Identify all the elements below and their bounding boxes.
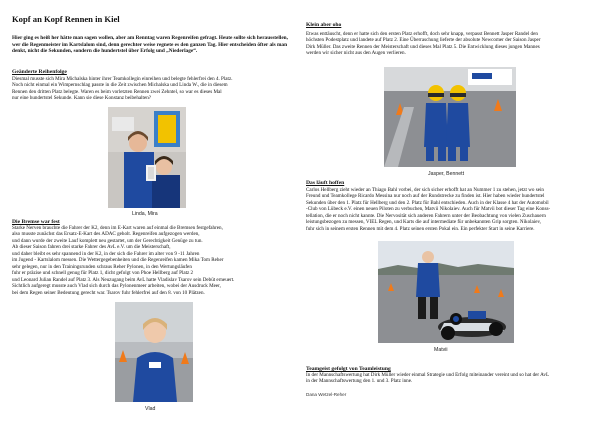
text-line: und dann wurde der zweite Lauf komplett neu gestartet, um der Gerechtigkeit Genüge zu tun. bbox=[12, 237, 203, 244]
photo-linda-mira bbox=[108, 107, 186, 208]
section-paragraph bbox=[306, 187, 550, 232]
text-line: Sekunden über den 1. Platz für Hellberg und den 2. Platz für Bahl entschieden. Auch in der Klasse 4 hat der Automobil bbox=[306, 199, 549, 206]
section-paragraph bbox=[12, 225, 234, 296]
text-line: -Club von Lübeck e.V. einen neuen Piloten zu verbuchen, Matvii Nikolaiev. Auch für Matvii bot dieser Tag eine Konss- bbox=[306, 206, 551, 213]
text-line: fuhr er präzise und schnell genug für Platz 1, dicht gefolgt von Phoe Hellberg auf Platz 2 bbox=[12, 270, 194, 277]
section-heading: Klein aber oho bbox=[306, 22, 342, 28]
section-heading: Das läuft hoffen bbox=[306, 180, 345, 186]
section-heading: Teamgeist gefolgt von Teamleistung bbox=[306, 366, 391, 372]
text-line: Rennen den dritten Platz belegte. Waren es beim vorletzten Rennen zwei Zehntel, so war es dieses Mal bbox=[12, 88, 222, 95]
text-line: tellation, die er noch nicht kannte. Die Nervosität sich anderen Fahrern unter der Beobachtung von vielen Zuschauern bbox=[306, 212, 546, 219]
photo-matvii bbox=[378, 241, 514, 343]
text-line: fuhr sich in seinem ersten Rennen mit dem 4. Platz seinen ersten Pokal ein. Ein perfekter Start in seine Karriere. bbox=[306, 225, 535, 232]
text-line: werden wir sicher nicht aus den Augen verlieren. bbox=[306, 50, 406, 57]
photo-caption: Vlad bbox=[145, 406, 156, 412]
text-line: Sichtlich aufgeregt musste auch Vlad sich durch das Pylonenmeer arbeiten, wobei der Ausdruck Meer, bbox=[12, 283, 221, 290]
text-line: bei dem Regen seiner Bedeutung gerecht war. Tsarov fuhr fehlerfrei auf den 8. von 10 Plätzen. bbox=[12, 289, 205, 296]
section-heading: Geänderte Reihenfolge bbox=[12, 69, 67, 75]
photo-vlad bbox=[115, 302, 193, 402]
section-paragraph bbox=[306, 372, 549, 385]
article-intro: Hier ging es heiß her hätte man sagen wollen, aber am Renntag waren Regenreifen gefragt. Heute sollte sich herausstellen, wer die Regenmeister im Kartslalom sind, denn gerechter weise regnete es den ganzen Tag. Hier entscheiden öfter als man denkt, nicht die Sekunden, sondern die hundertstel über Erfolg und „Niederlage“. bbox=[12, 35, 288, 55]
text-line: Diesmal musste sich Mira Michalska hinter ihrer Teamkollegin einreihen und belegte fehlerfrei den 4. Platz. bbox=[12, 76, 233, 82]
text-line: Ab dieser Saison fahren drei starke Fahrer des AvL e.V. um die Meisterschaft, bbox=[12, 244, 171, 251]
text-line: Starke Nerven brauchte die Fahrer der K2, denn im E-Kart waren auf einmal die Bremsen festgefahren, bbox=[12, 225, 223, 231]
text-line: nur eine hundertstel Sekunde. Kann sie diese Konstanz beibehalten? bbox=[12, 95, 152, 102]
text-line: höchsten Podestplatz und landete auf Platz 2. Eine Überraschung lieferte der absolute Newcomer der Saison Jasper bbox=[306, 37, 541, 44]
text-line: Carlos Hellberg zieht wieder an Thiago Bahl vorbei, der sich sicher erhofft hat an Nummer 1 zu stehen, jetzt wo sein bbox=[306, 187, 544, 193]
text-line: und daher bleibt es sehr spannend in der K2, in der sich die Fahrer im alter von 9 -11 Jahren bbox=[12, 250, 200, 257]
section-paragraph bbox=[306, 31, 541, 57]
text-line: in der Mannschaftswertung den 1. und 3. Platz inne. bbox=[306, 378, 413, 385]
author-name: Dana Wetzel-Reher bbox=[306, 392, 347, 397]
text-line: Freund und Teamkollege Ricardo Messina nur noch auf der Rundstrecke zu finden ist. Hier haben wieder hundertstel bbox=[306, 193, 545, 200]
text-line: im Jugend - Kartslalom messen. Die Wettergegebenheiten und die Regenreifen kamen Mika Tom Reher bbox=[12, 257, 224, 264]
text-line: also musste zunächst das Ersatz-E-Kart des ADAC geholt. Regenreifen aufgezogen werden, bbox=[12, 231, 200, 238]
article-title: Kopf an Kopf Rennen in Kiel bbox=[12, 14, 120, 24]
text-line: und Leonard Julian Randel auf Platz 3. Als Neuzugang beim AvL hatte Vladislav Tsarov sein Debüt erneuert. bbox=[12, 276, 235, 283]
photo-caption: Matvii bbox=[434, 347, 448, 353]
text-line: sehr gelegen, nur in den Trainingsrunden schraus Reher Pylonen, in den Wertungsläufen bbox=[12, 263, 192, 270]
text-line: Etwas enttäuscht, denn er hatte sich den ersten Platz erhofft, doch sehr knapp, verpasst Bennett Jasper Randel den bbox=[306, 31, 538, 37]
photo-jasper-bennett bbox=[384, 67, 516, 167]
text-line: In der Mannschaftswertung hat Dirk Müller wieder einmal Strategie und Erfolg miteinander vereint und so hat der AvL bbox=[306, 372, 550, 378]
text-line: Dirk Müller. Das zweite Rennen der Meisterschaft und dieses Mal Platz 5. Die Entwicklung dieses jungen Mannes bbox=[306, 43, 540, 50]
text-line: leistungsbezogen zu messen, VIEL Regen, und Karts die auf intermediate für unbekannten Grip sorgten. Nikolaiev, bbox=[306, 219, 541, 226]
photo-caption: Linda, Mira bbox=[132, 211, 158, 217]
text-line: Noch nicht einmal ein Wimpernschlag passte in die Zeit zwischen Michalska und Linda W., die in diesem bbox=[12, 82, 228, 89]
photo-caption: Jasper, Bennett bbox=[428, 171, 465, 177]
section-heading: Die Bremse war fest bbox=[12, 219, 60, 225]
section-paragraph bbox=[12, 76, 233, 102]
